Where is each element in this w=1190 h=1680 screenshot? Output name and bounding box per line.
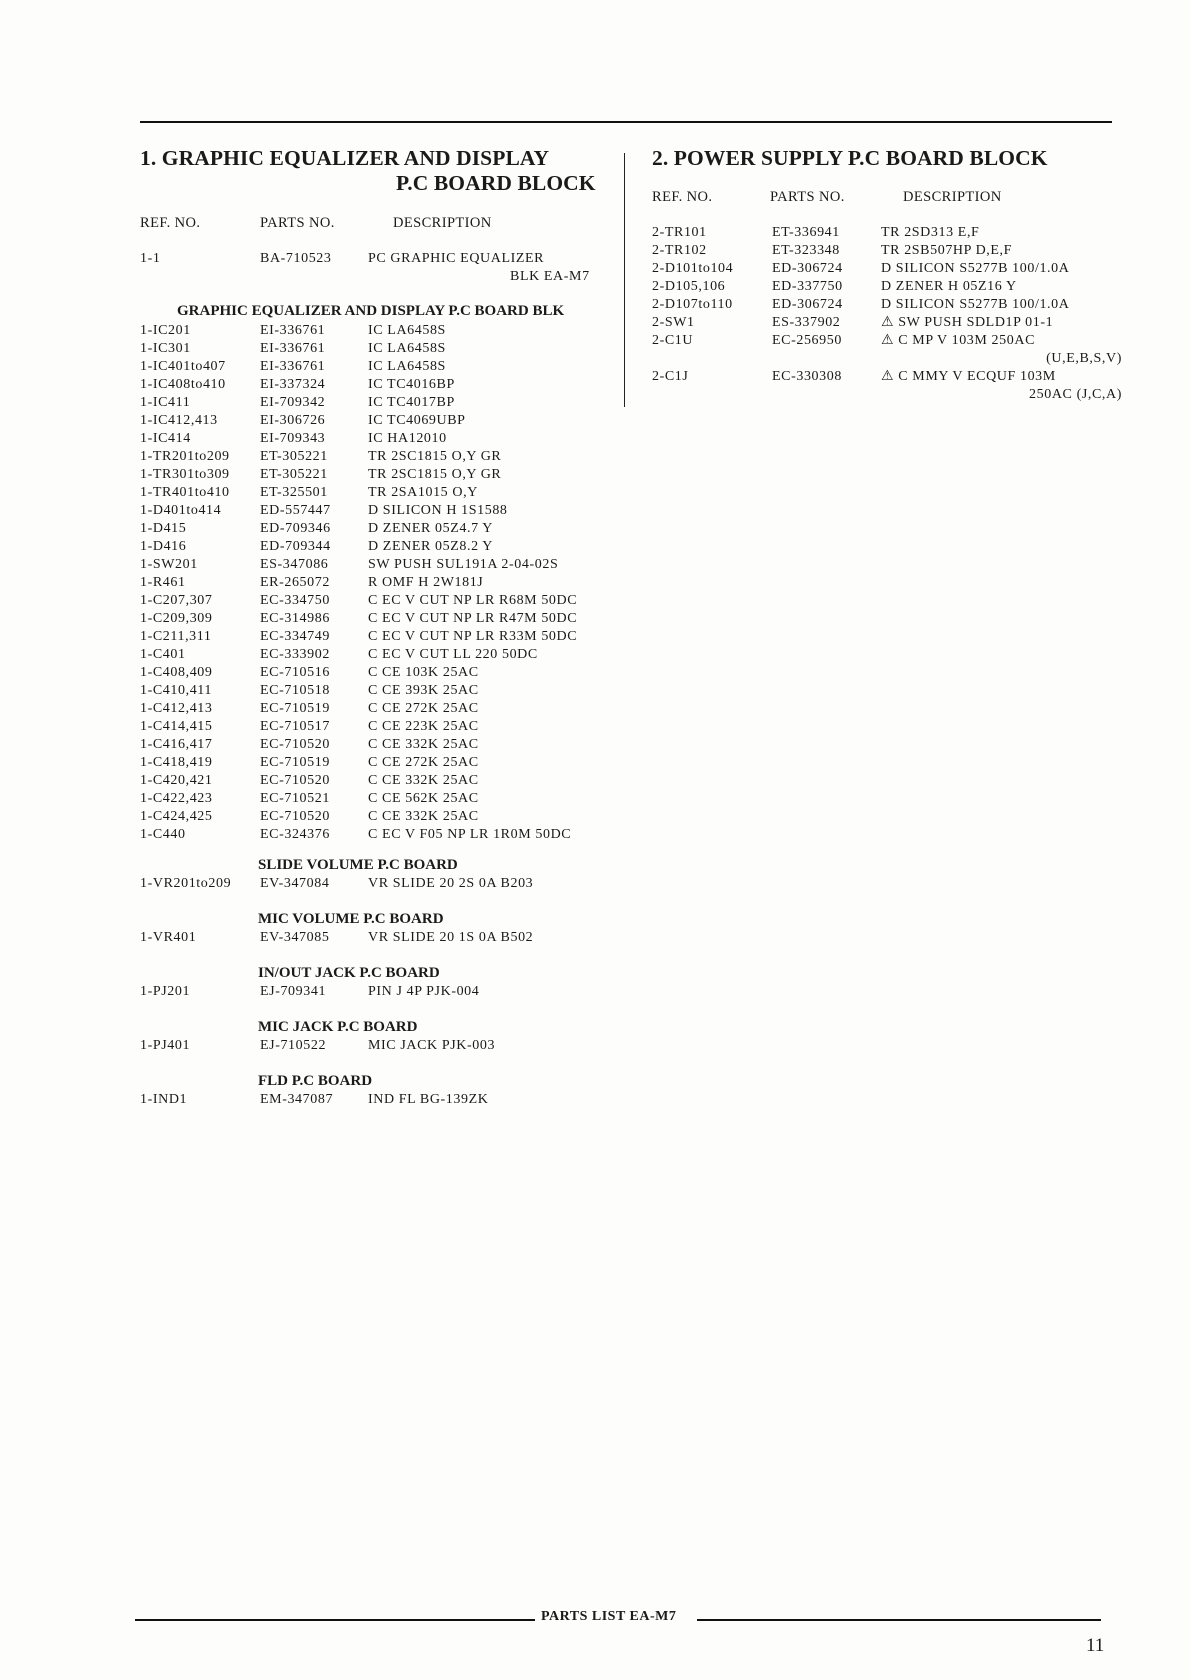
desc-cell: PIN J 4P PJK-004 [368,984,480,999]
ref-cell: 1-PJ401 [140,1038,191,1053]
section1-part-row [140,376,610,394]
ref-cell: 1-VR201to209 [140,876,232,891]
footer-title: PARTS LIST EA-M7 [541,1609,677,1624]
subboard-part-row [140,1037,610,1055]
ref-cell: 1-IC408to410 [140,377,226,392]
parts-cell: ES-337902 [772,315,841,330]
parts-cell: ED-306724 [772,297,843,312]
desc-cell: IC HA12010 [368,431,447,446]
parts-cell: EI-306726 [260,413,326,428]
section2-part-row [652,260,1122,278]
parts-cell: ET-305221 [260,449,328,464]
parts-cell: ED-709346 [260,521,331,536]
section1-part-row [140,394,610,412]
subboard-group [140,857,610,911]
desc-cell: ⚠ C MMY V ECQUF 103M [881,369,1056,384]
ref-cell: 1-C410,411 [140,683,212,698]
desc-cell: C EC V F05 NP LR 1R0M 50DC [368,827,572,842]
subboard-part-row [140,929,610,947]
desc-cell: D SILICON H 1S1588 [368,503,508,518]
ref-cell: 1-C440 [140,827,186,842]
parts-cell: ER-265072 [260,575,330,590]
parts-cell: EC-710519 [260,755,330,770]
desc-cell: TR 2SD313 E,F [881,225,980,240]
ref-cell: 1-D416 [140,539,187,554]
assembly-ref: 1-1 [140,251,161,266]
ref-cell: 1-IC201 [140,323,191,338]
section2-part-row [652,242,1122,260]
section1-part-row [140,808,610,826]
parts-cell: EI-337324 [260,377,326,392]
parts-cell: ET-305221 [260,467,328,482]
parts-cell: EC-710517 [260,719,330,734]
parts-cell: EJ-709341 [260,984,327,999]
desc-cell: D SILICON S5277B 100/1.0A [881,261,1070,276]
parts-cell: EC-314986 [260,611,330,626]
desc-cell: D ZENER 05Z8.2 Y [368,539,493,554]
ref-cell: 1-IC401to407 [140,359,226,374]
subboard-heading: SLIDE VOLUME P.C BOARD [258,857,458,873]
desc-cell: ⚠ SW PUSH SDLD1P 01-1 [881,315,1054,330]
section1-part-row [140,322,610,340]
ref-cell: 1-IC412,413 [140,413,218,428]
section1-part-row [140,430,610,448]
desc-cell: C CE 332K 25AC [368,737,479,752]
ref-cell: 1-TR201to209 [140,449,230,464]
section1-part-row [140,610,610,628]
desc-cell: ⚠ C MP V 103M 250AC [881,333,1036,348]
desc-cell: R OMF H 2W181J [368,575,484,590]
section1-header-parts: PARTS NO. [260,215,335,231]
section1-part-row [140,484,610,502]
section1-part-row [140,448,610,466]
section2-header-parts: PARTS NO. [770,189,845,205]
parts-cell: EC-334749 [260,629,330,644]
parts-cell: EC-330308 [772,369,842,384]
parts-cell: EI-709342 [260,395,326,410]
parts-cell: ED-337750 [772,279,843,294]
desc-cell: IC LA6458S [368,323,446,338]
parts-cell: EC-710520 [260,773,330,788]
ref-cell: 2-C1J [652,369,689,384]
desc-cell: C CE 562K 25AC [368,791,479,806]
parts-cell: EM-347087 [260,1092,334,1107]
subboard-heading: FLD P.C BOARD [258,1073,373,1089]
desc-cell: TR 2SB507HP D,E,F [881,243,1013,258]
parts-cell: ED-709344 [260,539,331,554]
subboard-part-row [140,1091,610,1109]
desc-cell: IND FL BG-139ZK [368,1092,489,1107]
section2-header-ref: REF. NO. [652,189,713,205]
ref-cell: 2-C1U [652,333,694,348]
ref-cell: 1-R461 [140,575,186,590]
parts-cell: ED-306724 [772,261,843,276]
desc-cell: TR 2SC1815 O,Y GR [368,467,502,482]
parts-cell: EI-336761 [260,341,326,356]
section1-part-row [140,826,610,844]
section1-part-row [140,574,610,592]
ref-cell: 1-TR401to410 [140,485,230,500]
ref-cell: 1-SW201 [140,557,198,572]
section1-part-row [140,502,610,520]
section1-part-row [140,790,610,808]
parts-cell: EC-710518 [260,683,330,698]
section1-header-ref: REF. NO. [140,215,201,231]
ref-cell: 1-PJ201 [140,984,191,999]
parts-cell: EI-336761 [260,323,326,338]
subboard-group [140,1073,610,1127]
desc-cell: C CE 103K 25AC [368,665,479,680]
ref-cell: 1-D415 [140,521,187,536]
assembly-desc-cont: BLK EA-M7 [510,269,590,284]
parts-cell: EV-347084 [260,876,330,891]
parts-cell: EC-334750 [260,593,330,608]
desc-cont-cell: (U,E,B,S,V) [1046,351,1122,366]
section2-part-row [652,296,1122,314]
desc-cell: C EC V CUT NP LR R68M 50DC [368,593,578,608]
parts-cell: EI-336761 [260,359,326,374]
desc-cell: IC LA6458S [368,359,446,374]
desc-continuation [652,350,1122,368]
section2-part-row [652,368,1122,386]
section1-parts-list [140,322,610,844]
ref-cell: 1-C418,419 [140,755,213,770]
column-divider [624,153,625,407]
ref-cell: 1-IC414 [140,431,191,446]
section1-part-row [140,556,610,574]
parts-cell: EC-324376 [260,827,330,842]
ref-cell: 1-C207,307 [140,593,213,608]
subboard-part-row [140,875,610,893]
desc-cell: C CE 393K 25AC [368,683,479,698]
ref-cell: 1-C211,311 [140,629,212,644]
parts-cell: EC-710520 [260,737,330,752]
desc-continuation [652,386,1122,404]
ref-cell: 1-C416,417 [140,737,213,752]
section1-part-row [140,772,610,790]
top-rule [140,121,1112,123]
parts-cell: ET-323348 [772,243,840,258]
desc-cell: TR 2SA1015 O,Y [368,485,478,500]
parts-cell: EC-256950 [772,333,842,348]
section1-title-line1: 1. GRAPHIC EQUALIZER AND DISPLAY [140,146,550,170]
subboards-list [140,857,610,1127]
section2-part-row [652,278,1122,296]
parts-cell: ES-347086 [260,557,329,572]
subboard-part-row [140,983,610,1001]
section2-header-desc: DESCRIPTION [903,189,1002,205]
ref-cell: 1-C424,425 [140,809,213,824]
section1-title-line2: P.C BOARD BLOCK [396,171,596,195]
section1-part-row [140,358,610,376]
ref-cell: 2-D101to104 [652,261,734,276]
ref-cell: 1-IND1 [140,1092,188,1107]
desc-cell: C CE 223K 25AC [368,719,479,734]
footer-rule-left [135,1619,535,1621]
ref-cell: 2-TR101 [652,225,707,240]
section2-part-row [652,224,1122,242]
desc-cell: C CE 272K 25AC [368,701,479,716]
desc-cell: C EC V CUT LL 220 50DC [368,647,538,662]
ref-cell: 1-C209,309 [140,611,213,626]
desc-cell: C CE 272K 25AC [368,755,479,770]
desc-cell: VR SLIDE 20 2S 0A B203 [368,876,534,891]
desc-cell: IC TC4016BP [368,377,455,392]
ref-cell: 1-VR401 [140,930,197,945]
section2-part-row [652,314,1122,332]
section1-part-row [140,520,610,538]
section2-title: 2. POWER SUPPLY P.C BOARD BLOCK [652,146,1048,170]
ref-cell: 1-C420,421 [140,773,213,788]
section1-part-row [140,736,610,754]
section1-part-row [140,700,610,718]
ref-cell: 1-IC411 [140,395,191,410]
parts-cell: EV-347085 [260,930,330,945]
desc-cell: C EC V CUT NP LR R33M 50DC [368,629,578,644]
desc-cell: MIC JACK PJK-003 [368,1038,496,1053]
parts-cell: EC-710516 [260,665,330,680]
desc-cell: VR SLIDE 20 1S 0A B502 [368,930,534,945]
ref-cell: 1-IC301 [140,341,191,356]
ref-cell: 1-C414,415 [140,719,213,734]
ref-cell: 1-C412,413 [140,701,213,716]
desc-cell: D ZENER 05Z4.7 Y [368,521,493,536]
ref-cell: 2-D105,106 [652,279,726,294]
desc-cont-cell: 250AC (J,C,A) [1029,387,1122,402]
section1-part-row [140,466,610,484]
parts-cell: EC-333902 [260,647,330,662]
assembly-parts: BA-710523 [260,251,332,266]
ref-cell: 1-C422,423 [140,791,213,806]
desc-cell: C CE 332K 25AC [368,773,479,788]
ref-cell: 2-TR102 [652,243,707,258]
ref-cell: 1-D401to414 [140,503,222,518]
section1-part-row [140,664,610,682]
desc-cell: SW PUSH SUL191A 2-04-02S [368,557,559,572]
subboard-heading: MIC VOLUME P.C BOARD [258,911,444,927]
ref-cell: 1-TR301to309 [140,467,230,482]
section1-part-row [140,340,610,358]
section1-part-row [140,646,610,664]
section1-header-desc: DESCRIPTION [393,215,492,231]
parts-cell: ED-557447 [260,503,331,518]
section1-part-row [140,592,610,610]
section2-part-row [652,332,1122,350]
assembly-desc: PC GRAPHIC EQUALIZER [368,251,545,266]
subboard-heading: MIC JACK P.C BOARD [258,1019,418,1035]
section2-parts-list [652,224,1122,404]
parts-cell: EC-710521 [260,791,330,806]
ref-cell: 2-D107to110 [652,297,733,312]
desc-cell: TR 2SC1815 O,Y GR [368,449,502,464]
ref-cell: 1-C401 [140,647,186,662]
desc-cell: IC TC4069UBP [368,413,466,428]
section1-part-row [140,682,610,700]
subboard-group [140,1019,610,1073]
desc-cell: C CE 332K 25AC [368,809,479,824]
parts-cell: EC-710520 [260,809,330,824]
parts-cell: ET-325501 [260,485,328,500]
parts-cell: ET-336941 [772,225,840,240]
parts-cell: EI-709343 [260,431,326,446]
section1-part-row [140,538,610,556]
section1-part-row [140,718,610,736]
section1-part-row [140,754,610,772]
ref-cell: 2-SW1 [652,315,695,330]
section1-part-row [140,628,610,646]
footer-rule-right [697,1619,1101,1621]
desc-cell: D SILICON S5277B 100/1.0A [881,297,1070,312]
parts-cell: EJ-710522 [260,1038,327,1053]
section1-part-row [140,412,610,430]
desc-cell: C EC V CUT NP LR R47M 50DC [368,611,578,626]
subboard-group [140,965,610,1019]
desc-cell: IC TC4017BP [368,395,455,410]
ref-cell: 1-C408,409 [140,665,213,680]
subboard-group [140,911,610,965]
parts-cell: EC-710519 [260,701,330,716]
page-number: 11 [1086,1635,1105,1656]
desc-cell: D ZENER H 05Z16 Y [881,279,1017,294]
subboard-heading: IN/OUT JACK P.C BOARD [258,965,440,981]
desc-cell: IC LA6458S [368,341,446,356]
block-heading: GRAPHIC EQUALIZER AND DISPLAY P.C BOARD BLK [177,303,565,319]
